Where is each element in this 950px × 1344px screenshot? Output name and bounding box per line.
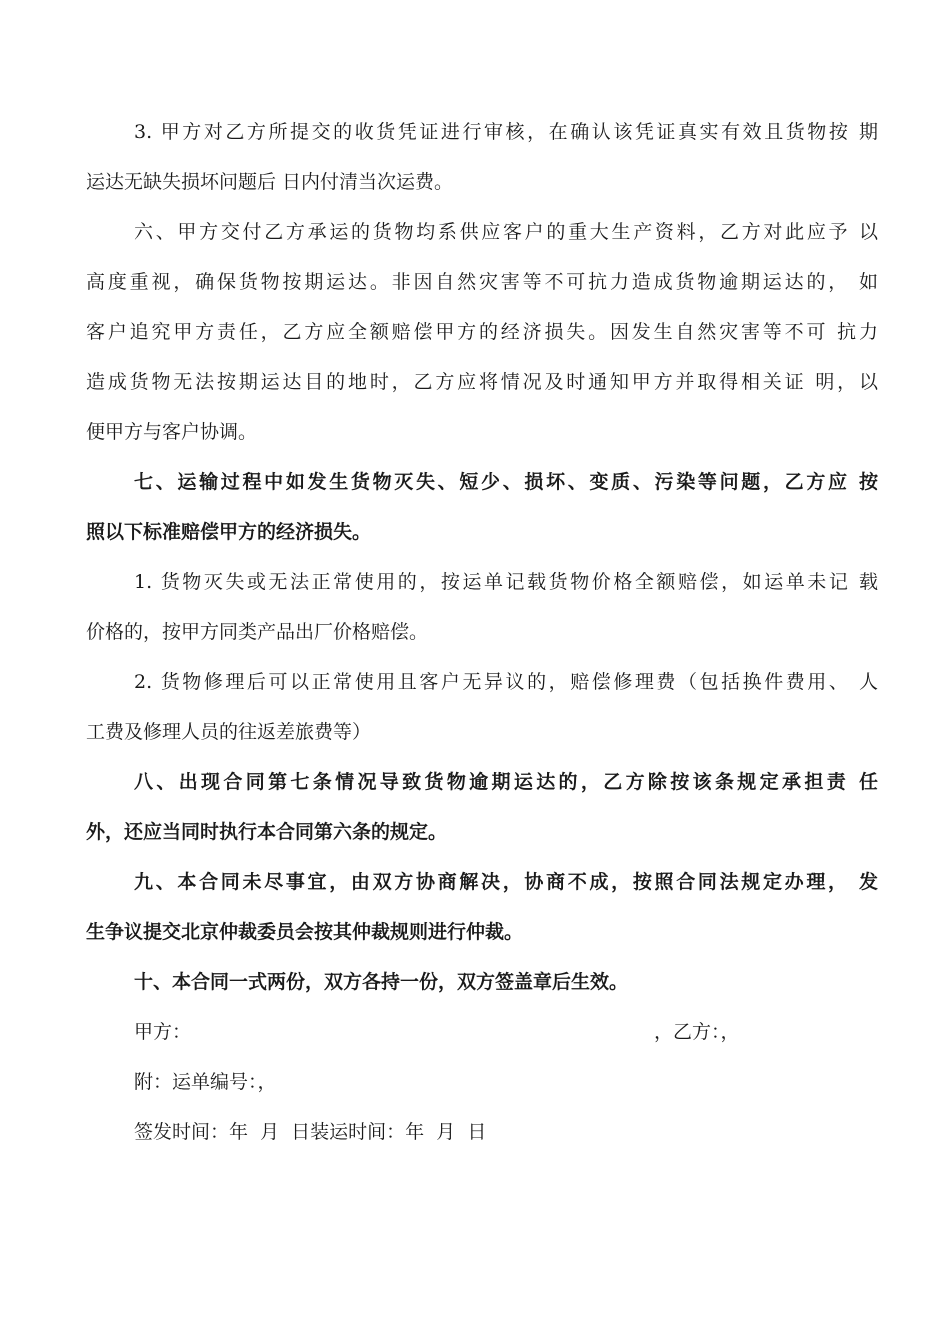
party-a-label: 甲方： [134,1021,192,1043]
clause-7-line-2: 照以下标准赔偿甲方的经济损失。 [86,521,372,543]
clause-5-3-line-2: 运达无缺失损坏问题后 日内付清当次运费。 [86,171,454,193]
clause-7-1-line-1: 1. 货物灭失或无法正常使用的，按运单记载货物价格全额赔偿，如运单未记 载 [134,571,878,593]
clause-8-line-1: 八、出现合同第七条情况导致货物逾期运达的，乙方除按该条规定承担责 任 [134,771,878,793]
attachment-waybill-label: 附：运单编号：， [134,1071,277,1093]
clause-5-3-line-1: 3. 甲方对乙方所提交的收货凭证进行审核，在确认该凭证真实有效且货物按 期 [134,121,878,143]
clause-7-2-line-2: 工费及修理人员的往返差旅费等） [86,721,372,743]
clause-8-line-2: 外，还应当同时执行本合同第六条的规定。 [86,821,448,843]
party-b-label: ，乙方：， [654,1021,740,1043]
clause-6-line-5: 便甲方与客户协调。 [86,421,258,443]
clause-6-line-4: 造成货物无法按期运达目的地时，乙方应将情况及时通知甲方并取得相关证 明，以 [86,371,878,393]
clause-9-line-1: 九、本合同未尽事宜，由双方协商解决，协商不成，按照合同法规定办理， 发 [134,871,878,893]
clause-6-line-2: 高度重视，确保货物按期运达。非因自然灾害等不可抗力造成货物逾期运达的， 如 [86,271,878,293]
clause-6-line-3: 客户追究甲方责任，乙方应全额赔偿甲方的经济损失。因发生自然灾害等不可 抗力 [86,321,878,343]
dates-line: 签发时间：年 月 日装运时间：年 月 日 [134,1121,487,1143]
clause-6-line-1: 六、甲方交付乙方承运的货物均系供应客户的重大生产资料，乙方对此应予 以 [134,221,878,243]
clause-9-line-2: 生争议提交北京仲裁委员会按其仲裁规则进行仲裁。 [86,921,524,943]
clause-7-line-1: 七、运输过程中如发生货物灭失、短少、损坏、变质、污染等问题，乙方应 按 [134,471,878,493]
clause-10-line-1: 十、本合同一式两份，双方各持一份，双方签盖章后生效。 [134,971,629,993]
clause-7-1-line-2: 价格的，按甲方同类产品出厂价格赔偿。 [86,621,429,643]
clause-7-2-line-1: 2. 货物修理后可以正常使用且客户无异议的，赔偿修理费（包括换件费用、 人 [134,671,878,693]
